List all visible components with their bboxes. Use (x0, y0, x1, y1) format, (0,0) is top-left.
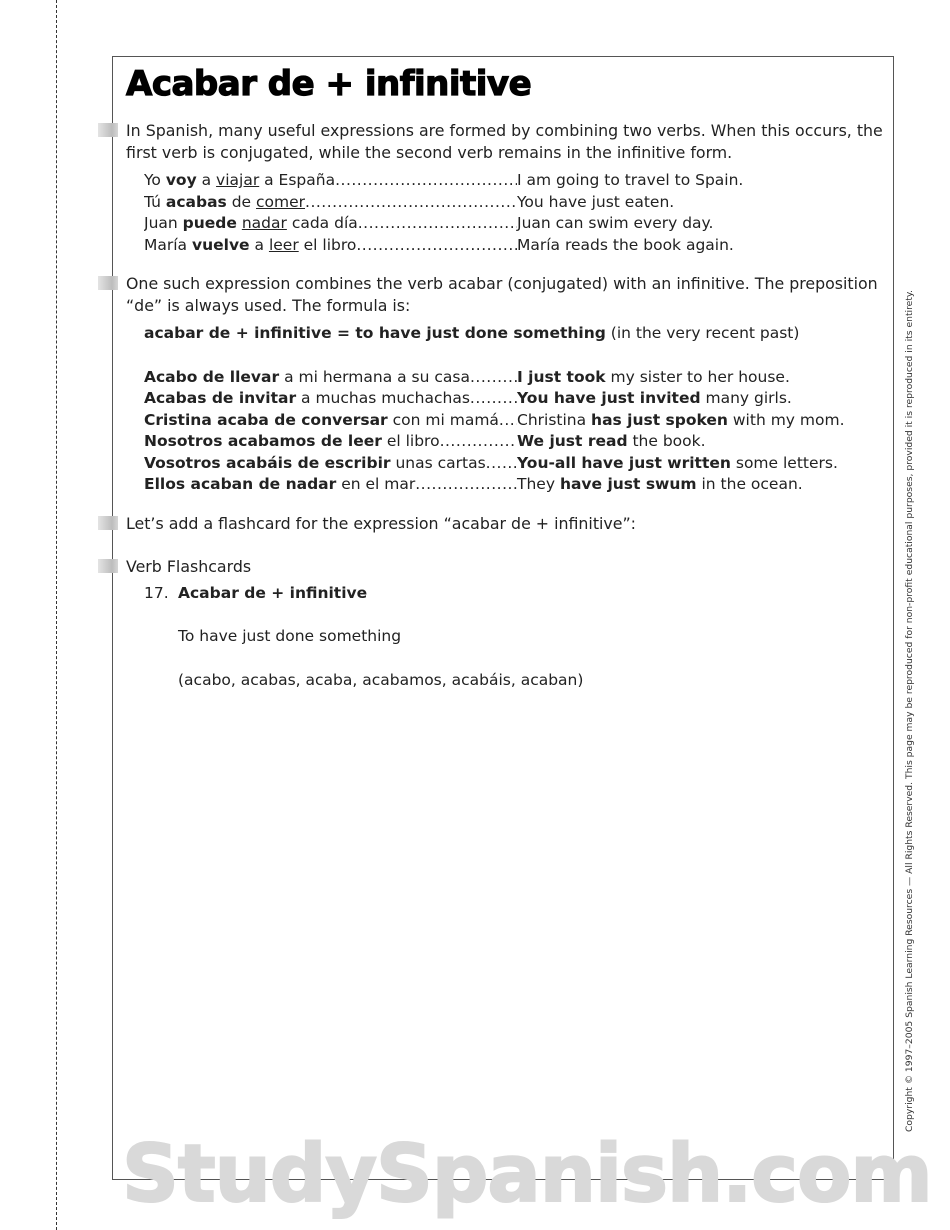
example-fragment: Vosotros acabáis de escribir (144, 453, 391, 472)
example-fragment: a (249, 235, 269, 254)
example-fragment: Juan (144, 214, 183, 232)
example-fragment: de (226, 192, 256, 211)
formula-bold: acabar de + infinitive = to have just done something (144, 324, 606, 342)
example-english (517, 192, 674, 214)
translation-fragment: Juan can swim every day. (517, 214, 714, 232)
flashcard-term: Acabar de + infinitive (178, 583, 368, 602)
translation-fragment: with my mom. (727, 410, 845, 429)
example-english (517, 410, 845, 432)
translation-fragment: Christina (517, 410, 592, 429)
leader-dots (358, 213, 517, 235)
example-row (144, 367, 886, 389)
example-row (144, 410, 886, 432)
example-fragment: comer (256, 192, 306, 211)
example-fragment: Acabo de llevar (144, 367, 280, 386)
example-fragment: con mi mamá (387, 410, 499, 429)
translation-fragment: You-all have just written (517, 453, 731, 472)
translation-fragment: the book. (627, 432, 706, 450)
intro-section (126, 120, 886, 256)
example-fragment: a muchas muchachas (296, 389, 470, 407)
example-row (144, 192, 886, 214)
content (126, 120, 886, 691)
example-english (517, 431, 706, 453)
example-spanish (144, 213, 517, 235)
example-english (517, 474, 803, 496)
example-fragment: en el mar (336, 475, 416, 493)
translation-fragment: I am going to travel to Spain. (517, 171, 744, 189)
expression-section (126, 273, 886, 496)
example-row (144, 388, 886, 410)
intro-examples (144, 170, 886, 256)
formula (144, 323, 886, 345)
example-row (144, 170, 886, 192)
example-fragment: acabas (165, 192, 227, 211)
flashcard-prompt-section (126, 513, 886, 535)
example-english (517, 367, 790, 389)
example-spanish (144, 431, 517, 453)
cut-line (56, 0, 57, 1230)
flashcard-prompt: Let’s add a flashcard for the expression “acabar de + infinitive”: (126, 513, 636, 533)
example-fragment: a (196, 171, 217, 189)
example-spanish (144, 410, 517, 432)
flashcard-forms: (acabo, acabas, acaba, acabamos, acabáis, acaban) (178, 670, 584, 689)
leader-dots (470, 367, 517, 389)
bullet-icon (98, 276, 118, 290)
example-spanish (144, 367, 517, 389)
translation-fragment: my sister to her house. (605, 367, 790, 386)
bullet-icon (98, 516, 118, 530)
example-fragment: María (144, 235, 192, 254)
example-fragment: el libro (381, 432, 440, 450)
leader-dots (356, 235, 517, 257)
example-fragment: a España (259, 171, 336, 189)
expression-text: One such expression combines the verb acabar (conjugated) with an infinitive. The preposition “de” is always used. The formula is: (126, 274, 878, 315)
flashcard (144, 582, 886, 691)
leader-dots (499, 410, 517, 432)
leader-dots (470, 388, 517, 410)
leader-dots (440, 431, 517, 453)
flashcard-number: 17. (144, 583, 169, 602)
example-english (517, 213, 713, 235)
translation-fragment: some letters. (730, 453, 838, 472)
example-fragment: leer (268, 235, 299, 254)
example-fragment: Nosotros acabamos de leer (144, 432, 382, 450)
example-spanish (144, 453, 517, 475)
flashcards-section (126, 556, 886, 691)
expression-examples (144, 367, 886, 496)
translation-fragment: They (517, 475, 560, 493)
example-fragment: Acabas de invitar (144, 389, 297, 407)
example-spanish (144, 235, 517, 257)
example-spanish (144, 170, 517, 192)
example-spanish (144, 192, 517, 214)
formula-note: (in the very recent past) (605, 324, 800, 342)
example-fragment: cada día (286, 214, 358, 232)
bullet-icon (98, 559, 118, 573)
translation-fragment: many girls. (700, 389, 792, 407)
example-row (144, 235, 886, 257)
example-row (144, 453, 886, 475)
example-spanish (144, 388, 517, 410)
example-fragment: unas cartas (390, 453, 486, 472)
copyright-notice: Copyright © 1997–2005 Spanish Learning Resources — All Rights Reserved. This page may be reproduced for non-profit educational purposes, provided it is reproduced in its entirety. (904, 290, 915, 1132)
example-english (517, 388, 792, 410)
translation-fragment: You have just invited (517, 389, 701, 407)
example-fragment: Cristina acaba de conversar (144, 410, 388, 429)
leader-dots (335, 170, 517, 192)
example-fragment: a mi hermana a su casa (279, 367, 470, 386)
example-fragment: viajar (216, 171, 260, 189)
example-english (517, 170, 743, 192)
leader-dots (305, 192, 517, 214)
example-fragment: Yo (144, 171, 166, 189)
translation-fragment: in the ocean. (696, 475, 803, 493)
bullet-icon (98, 123, 118, 137)
example-english (517, 453, 838, 475)
flashcards-heading: Verb Flashcards (126, 556, 252, 576)
example-fragment: nadar (241, 214, 287, 232)
example-fragment: vuelve (191, 235, 250, 254)
example-fragment: Ellos acaban de nadar (144, 475, 337, 493)
translation-fragment: has just spoken (591, 410, 728, 429)
example-fragment: el libro (298, 235, 357, 254)
studyspanish-logo: StudySpanish.com (122, 1128, 932, 1220)
example-row (144, 431, 886, 453)
translation-fragment: You have just eaten. (517, 192, 675, 211)
example-fragment: Tú (144, 192, 166, 211)
leader-dots (415, 474, 517, 496)
translation-fragment: María reads the book again. (517, 235, 734, 254)
page-title: Acabar de + infinitive (126, 64, 532, 104)
translation-fragment: have just swum (559, 475, 697, 493)
example-english (517, 235, 734, 257)
intro-text: In Spanish, many useful expressions are formed by combining two verbs. When this occurs, the first verb is conjugated, while the second verb remains in the infinitive form. (126, 121, 883, 162)
leader-dots (486, 453, 517, 475)
example-fragment: puede (182, 214, 237, 232)
example-fragment: voy (165, 171, 197, 189)
flashcard-definition: To have just done something (178, 626, 402, 645)
example-row (144, 474, 886, 496)
translation-fragment: We just read (517, 432, 628, 450)
example-row (144, 213, 886, 235)
translation-fragment: I just took (517, 367, 606, 386)
example-spanish (144, 474, 517, 496)
